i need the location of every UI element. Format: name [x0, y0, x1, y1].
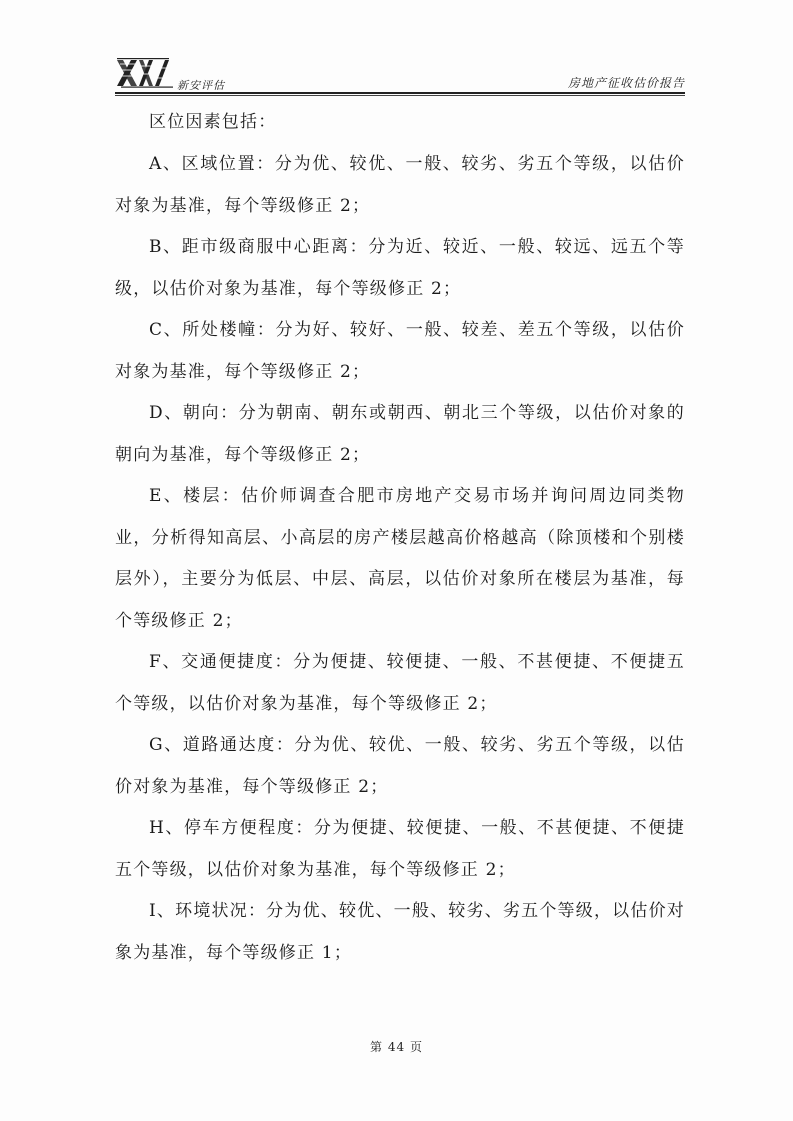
- company-name: 新安评估: [177, 79, 225, 92]
- intro-paragraph: 区位因素包括：: [149, 112, 277, 132]
- header-divider: [115, 92, 685, 94]
- factor-paragraph-b: B、距市级商服中心距离：分为近、较近、一般、较远、远五个等级，以估价对象为基准，每个等级修正 2；: [115, 237, 685, 299]
- header-divider-thin: [115, 95, 685, 96]
- factor-paragraph-a: A、区域位置：分为优、较优、一般、较劣、劣五个等级，以估价对象为基准，每个等级修正 2；: [115, 154, 685, 216]
- factor-paragraph-e: E、楼层：估价师调查合肥市房地产交易市场并询问周边同类物业，分析得知高层、小高层的房产楼层越高价格越高（除顶楼和个别楼层外），主要分为低层、中层、高层，以估价对象所在楼层为基准，每个等级修正 2；: [115, 486, 685, 631]
- report-title: 房地产征收估价报告: [567, 76, 685, 90]
- page-number: 第 44 页: [370, 1040, 423, 1054]
- factor-paragraph-i: I、环境状况：分为优、较优、一般、较劣、劣五个等级，以估价对象为基准，每个等级修正 1；: [115, 901, 685, 963]
- body-content: [115, 103, 685, 974]
- factor-paragraph-f: F、交通便捷度：分为便捷、较便捷、一般、不甚便捷、不便捷五个等级，以估价对象为基准，每个等级修正 2；: [115, 652, 685, 714]
- factor-paragraph-c: C、所处楼幢：分为好、较好、一般、较差、差五个等级，以估价对象为基准，每个等级修正 2；: [115, 320, 685, 382]
- factor-paragraph-d: D、朝向：分为朝南、朝东或朝西、朝北三个等级，以估价对象的朝向为基准，每个等级修正 2；: [115, 403, 685, 465]
- factor-paragraph-h: H、停车方便程度：分为便捷、较便捷、一般、不甚便捷、不便捷五个等级，以估价对象为基准，每个等级修正 2；: [115, 818, 685, 880]
- page-header: [115, 56, 685, 92]
- factor-paragraph-g: G、道路通达度：分为优、较优、一般、较劣、劣五个等级，以估价对象为基准，每个等级修正 2；: [115, 735, 685, 797]
- company-logo-icon: [115, 56, 177, 88]
